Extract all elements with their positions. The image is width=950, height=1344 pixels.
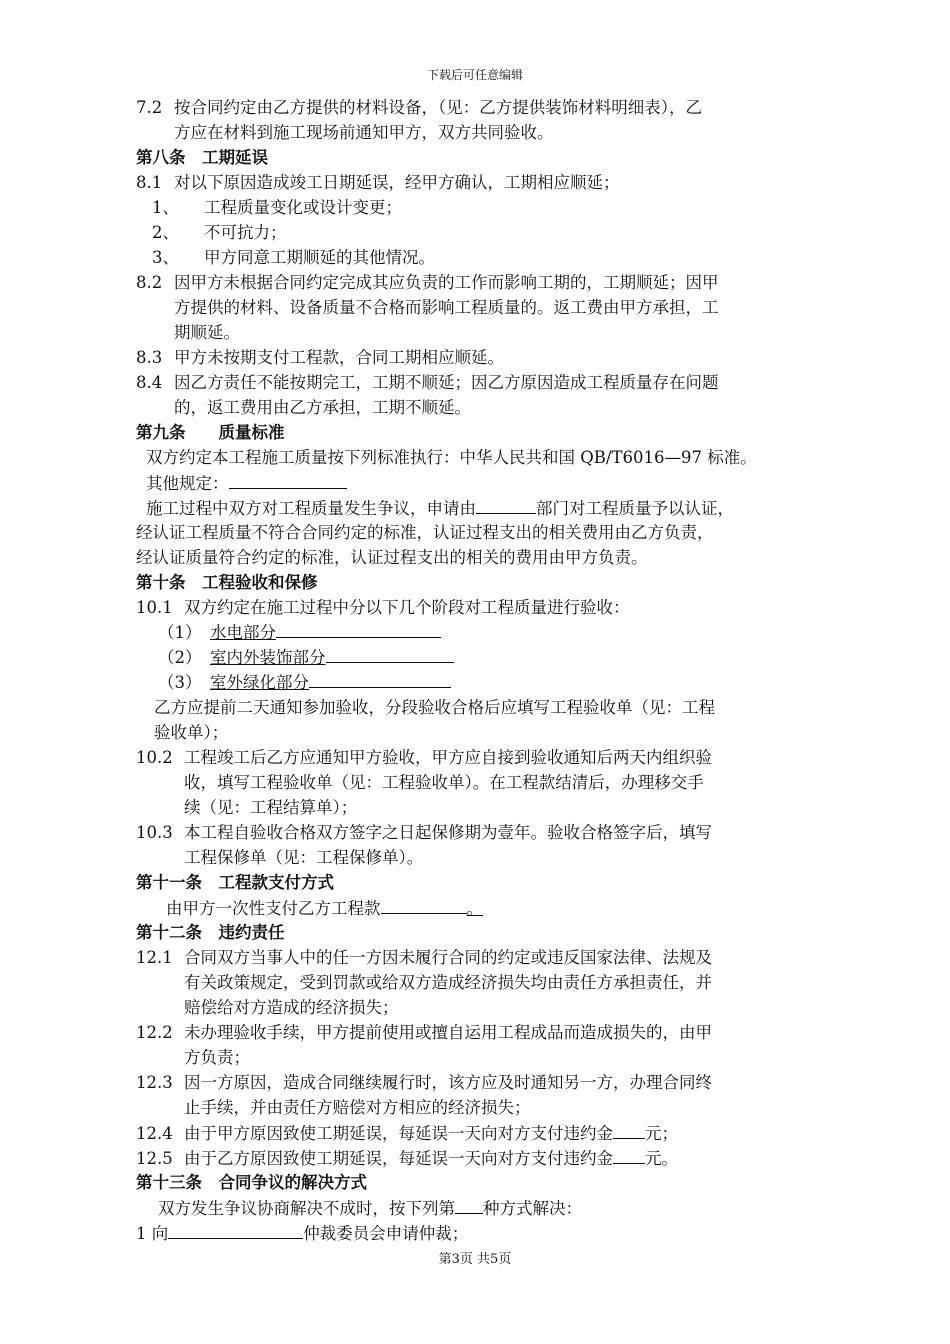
stage-item xyxy=(158,647,454,669)
clause-10-3 xyxy=(136,822,712,844)
fill-blank xyxy=(455,1197,483,1214)
clause-number: 10.2 xyxy=(136,748,173,767)
article-8-heading: 第八条 工期延误 xyxy=(136,148,268,167)
clause-text: 甲方未按期支付工程款，合同工期相应顺延。 xyxy=(174,348,504,367)
text-line: 验收单）； xyxy=(154,723,229,742)
clause-text: 对以下原因造成竣工日期延误，经甲方确认，工期相应顺延； xyxy=(174,173,620,192)
clause-12-5 xyxy=(136,1147,678,1170)
list-number: （1） xyxy=(158,623,202,642)
clause-number: 12.5 xyxy=(136,1149,173,1168)
clause-number: 10.1 xyxy=(136,598,173,617)
stage-item xyxy=(158,622,441,644)
clause-number: 8.1 xyxy=(136,173,163,192)
clause-8-2 xyxy=(136,272,719,294)
clause-8-1 xyxy=(136,172,620,194)
clause-text: 双方约定在施工过程中分以下几个阶段对工程质量进行验收： xyxy=(184,598,630,617)
text-part: 。 xyxy=(466,899,483,918)
text-part: 由甲方一次性支付乙方工程款 xyxy=(166,899,381,918)
list-text: 甲方同意工期顺延的其他情况。 xyxy=(204,248,435,267)
text-part: 部门对工程质量予以认证， xyxy=(536,499,734,518)
clause-8-4 xyxy=(136,372,719,394)
list-item xyxy=(152,247,435,269)
clause-number: 8.2 xyxy=(136,273,163,292)
clause-text: 因甲方未根据合同约定完成其应负责的工作而影响工期的，工期顺延；因甲 xyxy=(174,273,719,292)
list-text: 不可抗力； xyxy=(204,223,287,242)
clause-text: 由于甲方原因致使工期延误，每延误一天向对方支付违约金 xyxy=(184,1124,613,1143)
clause-text: 由于乙方原因致使工期延误，每延误一天向对方支付违约金 xyxy=(184,1149,613,1168)
clause-text: 未办理验收手续，甲方提前使用或擅自运用工程成品而造成损失的，由甲 xyxy=(184,1023,712,1042)
article-11-heading: 第十一条 工程款支付方式 xyxy=(136,873,334,892)
clause-text: 本工程自验收合格双方签字之日起保修期为壹年。验收合格签字后，填写 xyxy=(184,823,712,842)
text-line: 方负责； xyxy=(184,1048,250,1067)
fill-blank xyxy=(613,1122,645,1139)
clause-number: 8.3 xyxy=(136,348,163,367)
text-line: 工程保修单（见：工程保修单）。 xyxy=(184,848,424,867)
resolution-line xyxy=(158,1197,582,1220)
text-label: 其他规定： xyxy=(146,474,229,493)
article-13-heading: 第十三条 合同争议的解决方式 xyxy=(136,1173,367,1192)
page-footer: 第3页 共5页 xyxy=(438,1252,512,1267)
fill-blank xyxy=(229,472,347,489)
article-12-heading: 第十二条 违约责任 xyxy=(136,923,285,942)
clause-text: 按合同约定由乙方提供的材料设备，（见：乙方提供装饰材料明细表），乙 xyxy=(174,98,702,117)
fill-blank xyxy=(381,897,467,914)
list-number: （3） xyxy=(158,673,202,692)
clause-10-2 xyxy=(136,747,712,769)
text-line: 收，填写工程验收单（见：工程验收单）。在工程款结清后，办理移交手 xyxy=(184,773,704,792)
clause-8-3 xyxy=(136,347,504,369)
text-line: 期顺延。 xyxy=(174,323,240,342)
clause-12-3 xyxy=(136,1072,712,1094)
text-line: 续（见：工程结算单）； xyxy=(184,798,358,817)
clause-number: 12.1 xyxy=(136,948,173,967)
clause-text: 因乙方责任不能按期完工，工期不顺延；因乙方原因造成工程质量存在问题 xyxy=(174,373,719,392)
text-line: 经认证质量符合约定的标准，认证过程支出的相关的费用由甲方负责。 xyxy=(136,548,648,567)
text-part: 仲裁委员会申请仲裁； xyxy=(303,1224,469,1243)
list-number: 2、 xyxy=(152,223,179,242)
arbitration-line xyxy=(136,1222,468,1245)
list-number: 1、 xyxy=(152,198,179,217)
fill-blank xyxy=(613,1147,645,1164)
clause-number: 10.3 xyxy=(136,823,173,842)
list-number: （2） xyxy=(158,648,202,667)
text-line: 的，返工费用由乙方承担，工期不顺延。 xyxy=(174,398,471,417)
list-text: 工程质量变化或设计变更； xyxy=(204,198,402,217)
clause-number: 12.4 xyxy=(136,1124,173,1143)
fill-blank xyxy=(309,672,451,688)
article-9-heading: 第九条 质量标准 xyxy=(136,423,285,442)
list-item xyxy=(152,222,287,244)
fill-blank xyxy=(276,622,441,638)
clause-12-1 xyxy=(136,947,712,969)
text-part: 施工过程中双方对工程质量发生争议，申请由 xyxy=(146,499,476,518)
stage-text: 室内外装饰部分 xyxy=(210,648,326,667)
clause-7-2 xyxy=(136,97,702,119)
clause-10-1 xyxy=(136,597,630,619)
clause-number: 8.4 xyxy=(136,373,163,392)
clause-text: 元。 xyxy=(645,1149,678,1168)
stage-text: 室外绿化部分 xyxy=(210,673,309,692)
other-rules-line xyxy=(146,472,347,495)
text-line: 赔偿给对方造成的经济损失； xyxy=(184,998,399,1017)
clause-text: 合同双方当事人中的任一方因未履行合同的约定或违反国家法律、法规及 xyxy=(184,948,712,967)
article-10-heading: 第十条 工程验收和保修 xyxy=(136,573,318,592)
list-item xyxy=(152,197,402,219)
clause-text: 工程竣工后乙方应通知甲方验收，甲方应自接到验收通知后两天内组织验 xyxy=(184,748,712,767)
clause-number: 12.2 xyxy=(136,1023,173,1042)
text-line: 方应在材料到施工现场前通知甲方，双方共同验收。 xyxy=(174,123,554,142)
text-line: 止手续，并由责任方赔偿对方相应的经济损失； xyxy=(184,1098,531,1117)
text-line: 有关政策规定，受到罚款或给双方造成经济损失均由责任方承担责任，并 xyxy=(184,973,712,992)
dispute-line xyxy=(146,497,734,520)
clause-text: 元； xyxy=(645,1124,678,1143)
text-part: 1 向 xyxy=(136,1224,169,1243)
text-line: 双方约定本工程施工质量按下列标准执行：中华人民共和国 QB/T6016—97 标准。 xyxy=(146,448,757,467)
fill-blank xyxy=(326,647,454,663)
fill-blank xyxy=(476,497,536,514)
text-part: 双方发生争议协商解决不成时，按下列第 xyxy=(158,1199,455,1218)
clause-number: 7.2 xyxy=(136,98,163,117)
payment-line xyxy=(166,897,483,920)
text-line: 方提供的材料、设备质量不合格而影响工程质量的。返工费由甲方承担，工 xyxy=(174,298,719,317)
clause-12-2 xyxy=(136,1022,712,1044)
clause-text: 因一方原因，造成合同继续履行时，该方应及时通知另一方，办理合同终 xyxy=(184,1073,712,1092)
list-number: 3、 xyxy=(152,248,179,267)
text-part: 种方式解决： xyxy=(483,1199,582,1218)
page-header: 下载后可任意编辑 xyxy=(426,68,523,82)
text-line: 乙方应提前二天通知参加验收，分段验收合格后应填写工程验收单（见：工程 xyxy=(154,698,715,717)
stage-item xyxy=(158,672,451,694)
clause-12-4 xyxy=(136,1122,678,1145)
fill-blank xyxy=(168,1222,303,1239)
stage-text: 水电部分 xyxy=(210,623,276,642)
text-line: 经认证工程质量不符合合同约定的标准，认证过程支出的相关费用由乙方负责， xyxy=(136,523,714,542)
clause-number: 12.3 xyxy=(136,1073,173,1092)
